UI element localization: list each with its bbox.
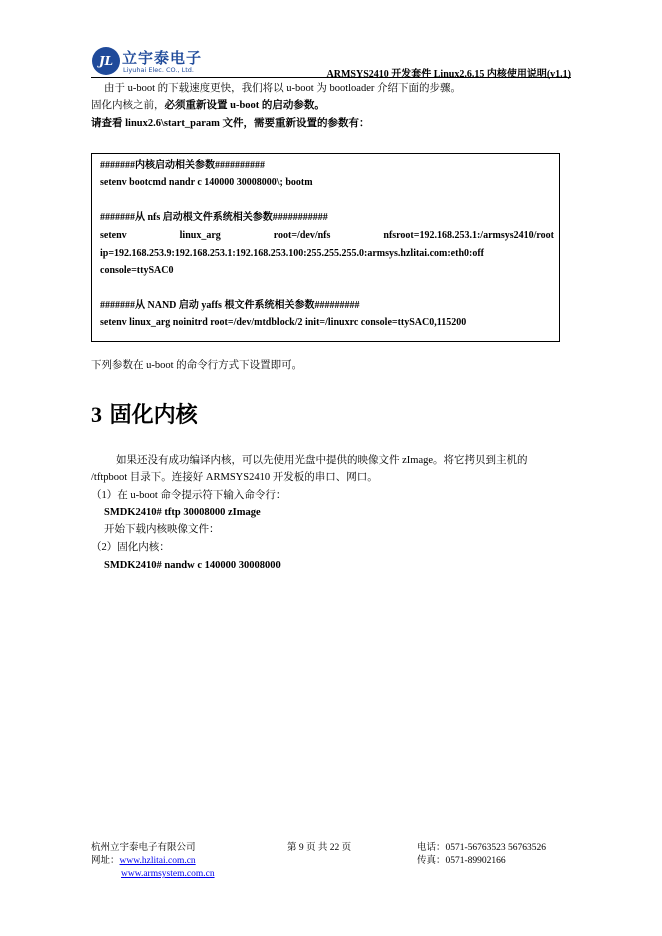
footer-website-label: 网址： [91, 856, 120, 866]
code-setenv-nand: setenv linux_arg noinitrd root=/dev/mtdblock/2 init=/linuxrc console=ttySAC0,115200 [100, 317, 467, 328]
code-ip-line: ip=192.168.253.9:192.168.253.1:192.168.253.100:255.255.255.0:armsys.hzlitai.com:eth0:off [100, 248, 484, 259]
code-token: root=/dev/nfs [273, 230, 331, 241]
code-heading-kernel: #######内核启动相关参数########## [100, 160, 265, 171]
document-header-title: ARMSYS2410 开发套件 Linux2.6.15 内核使用说明(v1.1) [326, 69, 571, 80]
logo-english-name: Liyuhai Elec. CO., Ltd. [123, 66, 194, 74]
footer-fax: 传真：0571-89902166 [417, 856, 506, 866]
intro-line-3: 请查看 linux2.6\start_param 文件，需要重新设置的参数有： [91, 118, 370, 129]
after-box-note: 下列参数在 u-boot 的命令行方式下设置即可。 [91, 360, 303, 371]
header-divider [91, 77, 571, 78]
footer-link-armsystem[interactable]: www.armsystem.com.cn [121, 869, 215, 879]
step-1-command: SMDK2410# tftp 30008000 zImage [104, 507, 261, 518]
intro-line-2-emphasis: 必须重新设置 u-boot 的启动参数。 [164, 100, 325, 111]
footer-company: 杭州立宇泰电子有限公司 [91, 843, 196, 853]
step-2-command: SMDK2410# nandw c 140000 30008000 [104, 560, 281, 571]
code-heading-nfs: #######从 nfs 启动根文件系统相关参数########### [100, 212, 328, 223]
section-paragraph-line-2: /tftpboot 目录下。连接好 ARMSYS2410 开发板的串口、网口。 [91, 472, 378, 483]
code-token: setenv [100, 230, 127, 241]
code-bootcmd: setenv bootcmd nandr c 140000 30008000\; bootm [100, 177, 313, 188]
footer-website [91, 855, 196, 868]
intro-line-2 [91, 97, 325, 115]
step-1-label: （1）在 u-boot 命令提示符下输入命令行： [91, 490, 287, 501]
logo-mark: JL [92, 47, 120, 75]
section-number: 3 [91, 402, 102, 427]
section-heading [91, 398, 198, 429]
code-token: nfsroot=192.168.253.1:/armsys2410/root [383, 230, 554, 241]
section-paragraph-line-1: 如果还没有成功编译内核，可以先使用光盘中提供的映像文件 zImage。将它拷贝到主机的 [116, 455, 528, 466]
code-setenv-nfs [100, 227, 554, 245]
step-1-note: 开始下载内核映像文件： [104, 524, 220, 535]
code-console-line: console=ttySAC0 [100, 265, 174, 276]
intro-line-2-plain: 固化内核之前， [91, 100, 165, 111]
intro-line-1: 由于 u-boot 的下载速度更快，我们将以 u-boot 为 bootloader 介绍下面的步骤。 [104, 83, 461, 94]
footer-link-hzlitai[interactable]: www.hzlitai.com.cn [119, 856, 196, 866]
step-2-label: （2）固化内核： [91, 542, 170, 553]
section-title: 固化内核 [109, 402, 198, 428]
code-heading-nand: #######从 NAND 启动 yaffs 根文件系统相关参数######### [100, 300, 360, 311]
code-token: linux_arg [179, 230, 221, 241]
logo-chinese-name: 立宇泰电子 [122, 49, 203, 67]
company-logo [92, 47, 202, 77]
footer-phone: 电话：0571-56763523 56763526 [417, 843, 547, 853]
footer-page-number: 第 9 页 共 22 页 [287, 843, 352, 853]
